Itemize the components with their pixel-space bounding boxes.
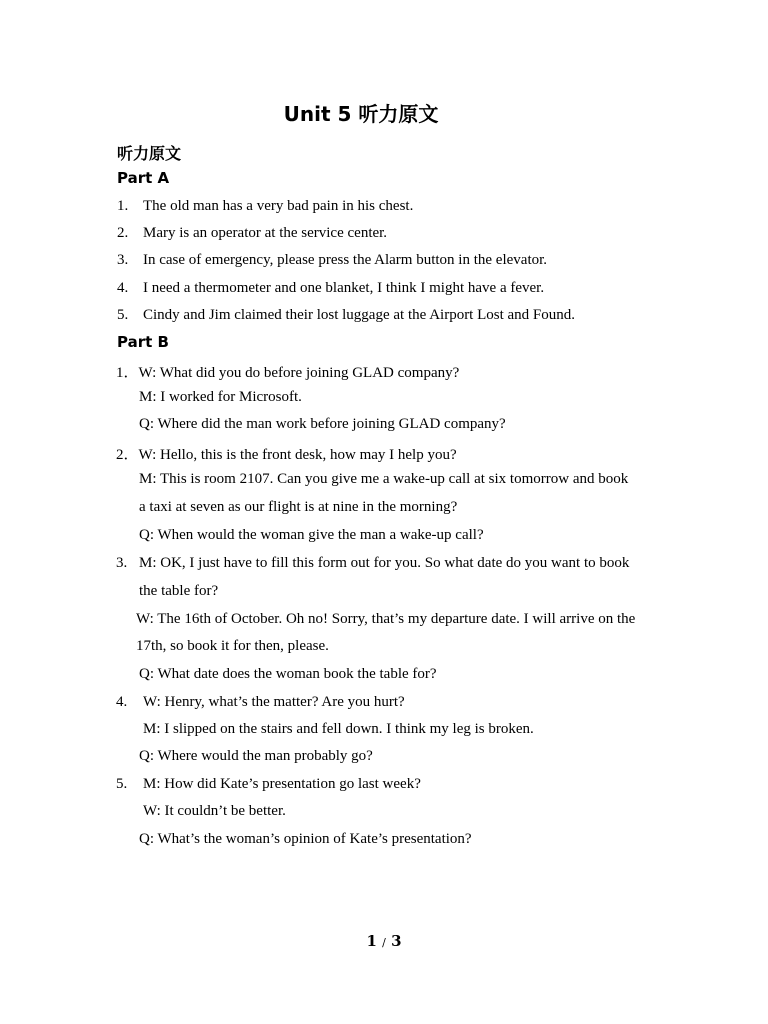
dialogue-line: M: OK, I just have to fill this form out for you. So what date do you want to book: [139, 555, 630, 571]
part-a-item-number: 4.: [117, 280, 129, 296]
dialogue-line: W: Henry, what’s the matter? Are you hurt?: [143, 694, 405, 710]
part-a-item-text: The old man has a very bad pain in his chest.: [143, 198, 414, 214]
dialogue-line: M: This is room 2107. Can you give me a wake-up call at six tomorrow and book: [139, 471, 629, 487]
dialogue-question: Q: What’s the woman’s opinion of Kate’s presentation?: [139, 831, 472, 847]
dialogue-question: Q: What date does the woman book the table for?: [139, 666, 437, 682]
dialogue-question: Q: Where did the man work before joining GLAD company?: [139, 416, 506, 432]
part-b-heading: Part B: [117, 333, 169, 351]
dialogue-line: a taxi at seven as our flight is at nine in the morning?: [139, 499, 458, 515]
part-a-item-text: Cindy and Jim claimed their lost luggage at the Airport Lost and Found.: [143, 307, 576, 323]
section-heading: 听力原文: [117, 144, 182, 163]
part-a-item-number: 5.: [117, 307, 129, 323]
total-pages: 3: [391, 932, 402, 950]
current-page: 1: [366, 932, 377, 950]
dialogue-line: 2．W: Hello, this is the front desk, how may I help you?: [116, 447, 457, 463]
dialogue-question: Q: Where would the man probably go?: [139, 748, 373, 764]
dialogue-number: 5.: [116, 776, 128, 792]
page-separator: /: [382, 936, 386, 949]
dialogue-line: M: I slipped on the stairs and fell down. I think my leg is broken.: [143, 721, 534, 737]
part-a-item-number: 2.: [117, 225, 129, 241]
dialogue-line: W: The 16th of October. Oh no! Sorry, that’s my departure date. I will arrive on the: [136, 611, 636, 627]
part-a-item-text: I need a thermometer and one blanket, I think I might have a fever.: [143, 280, 545, 296]
document-title: Unit 5 听力原文: [283, 102, 439, 126]
dialogue-line: M: How did Kate’s presentation go last week?: [143, 776, 421, 792]
part-a-item-number: 3.: [117, 252, 129, 268]
dialogue-line: W: It couldn’t be better.: [143, 803, 286, 819]
dialogue-question: Q: When would the woman give the man a wake-up call?: [139, 527, 484, 543]
dialogue-line: M: I worked for Microsoft.: [139, 389, 302, 405]
dialogue-number: 4.: [116, 694, 128, 710]
part-a-item-number: 1.: [117, 198, 129, 214]
part-a-heading: Part A: [117, 169, 170, 187]
dialogue-line: the table for?: [139, 583, 219, 599]
dialogue-line: 17th, so book it for then, please.: [136, 638, 329, 654]
page-number: [0, 932, 768, 950]
part-a-item-text: In case of emergency, please press the Alarm button in the elevator.: [143, 252, 548, 268]
dialogue-number: 3.: [116, 555, 128, 571]
dialogue-line: 1．W: What did you do before joining GLAD company?: [116, 365, 460, 381]
part-a-item-text: Mary is an operator at the service center.: [143, 225, 388, 241]
